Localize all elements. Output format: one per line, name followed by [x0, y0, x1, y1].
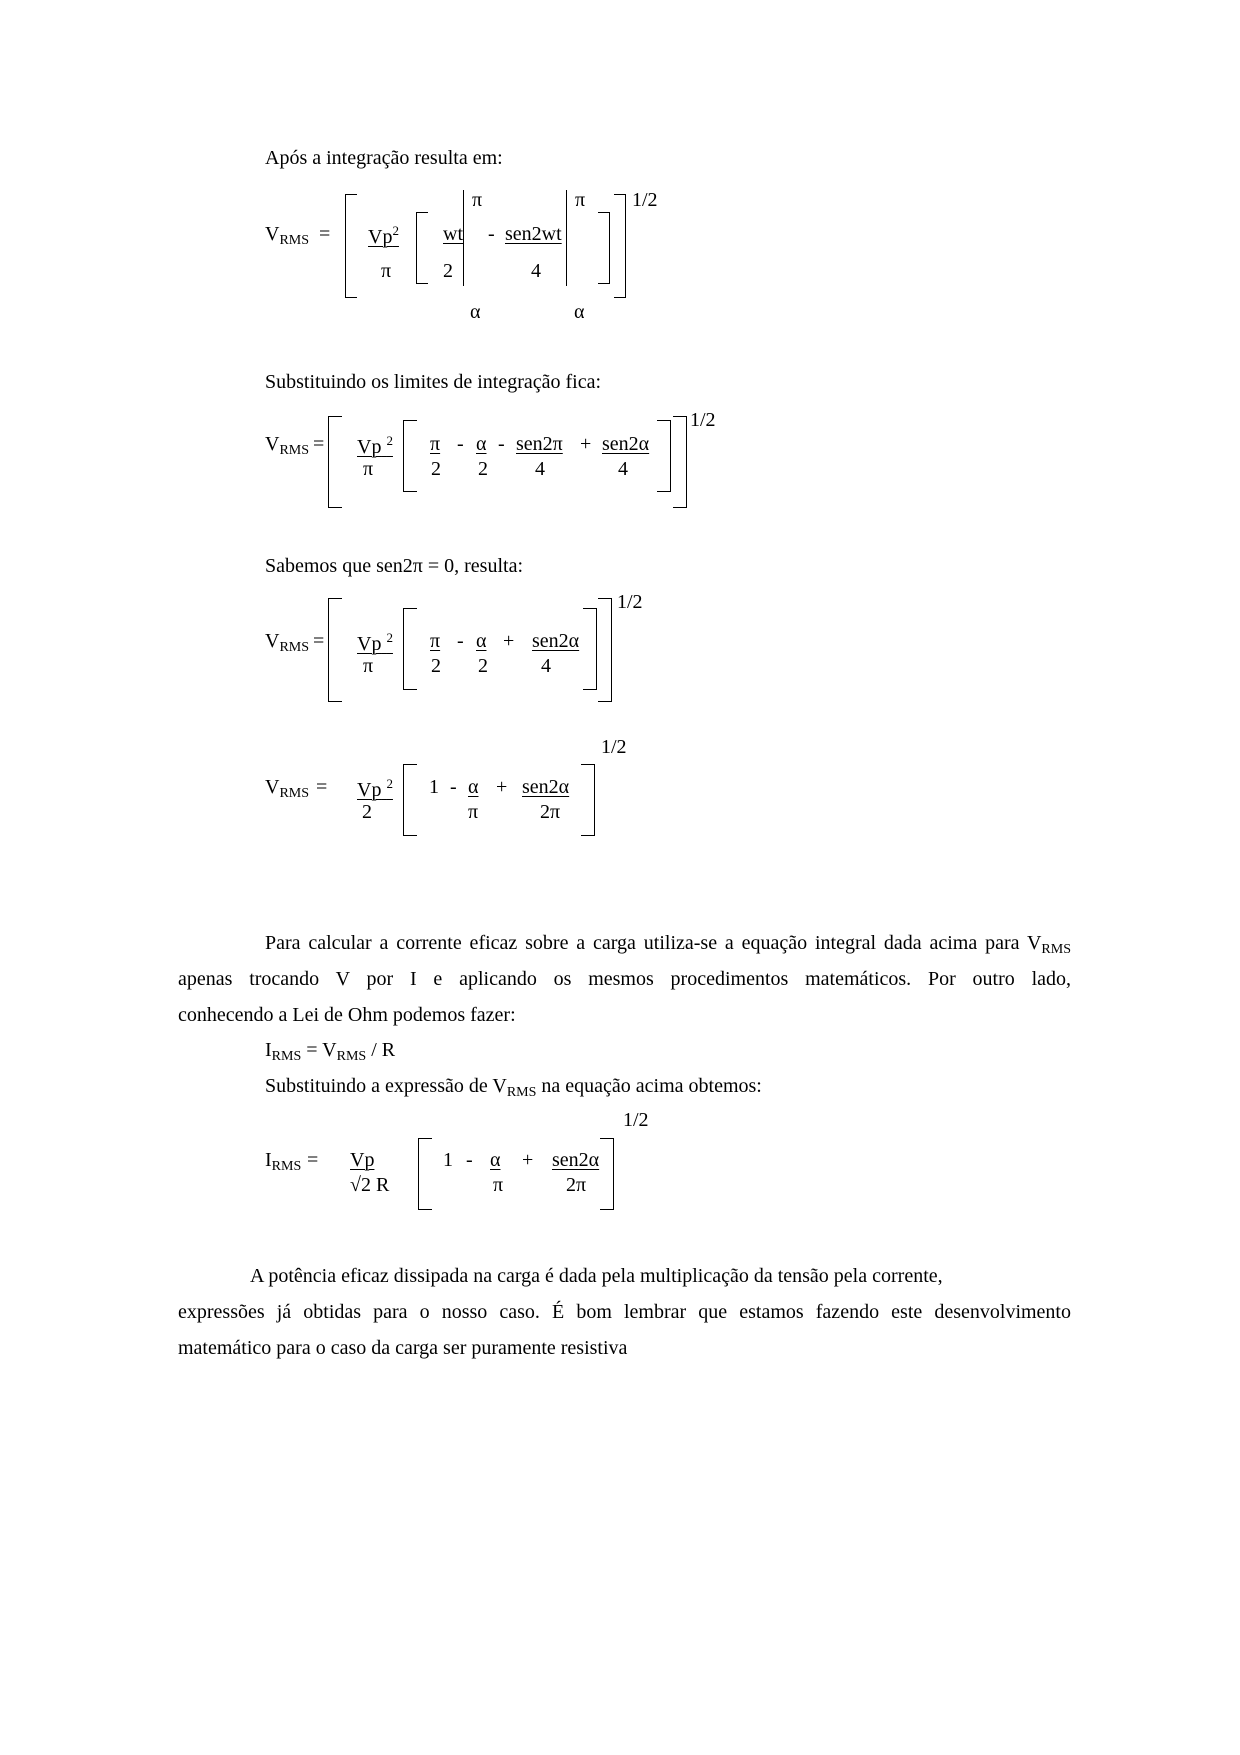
eq5-op2: +: [522, 1149, 534, 1171]
eq4-t2-num: sen2α: [522, 776, 570, 798]
eq5-den: √2 R: [350, 1174, 390, 1196]
eq5-irms-label: [265, 1150, 301, 1174]
ohm-law-equation: [265, 1040, 395, 1064]
eq2-inner-right-bracket: [657, 420, 671, 492]
vrms-v: V: [265, 433, 280, 455]
irms-sub: RMS: [271, 1159, 302, 1174]
eq2-vrms-label: [265, 434, 309, 458]
eq5-left-bracket: [418, 1138, 432, 1210]
vp: Vp: [357, 633, 382, 655]
eq3-intro: Sabemos que sen2π = 0, resulta:: [265, 555, 523, 577]
eq4-vp: [357, 777, 393, 800]
eq3-vp: [357, 631, 393, 654]
para1-line1-text: Para calcular a corrente eficaz sobre a carga utiliza-se a equação integral dada acima para V: [265, 932, 1042, 954]
eq1-sen2wt: sen2wt: [505, 223, 562, 245]
subst-pre: Substituindo a expressão de V: [265, 1075, 507, 1097]
para2-line3: matemático para o caso da carga ser puramente resistiva: [178, 1337, 628, 1359]
eq3-outer-left-bracket: [328, 598, 342, 702]
eq3-t2-den: 2: [478, 655, 488, 677]
eq1-outer-right-bracket: [614, 194, 626, 298]
eq5-t1-num: α: [490, 1149, 501, 1171]
eq1-outer-left-bracket: [345, 194, 357, 298]
subst-post: na equação acima obtemos:: [536, 1075, 762, 1097]
eq1-pi-den: π: [381, 260, 392, 282]
eq1-vp: [368, 224, 399, 247]
eq2-op2: -: [498, 433, 505, 455]
eq5-t2-den: 2π: [566, 1174, 587, 1196]
eq1-four: 4: [531, 260, 541, 282]
para1-line2: apenas trocando V por I e aplicando os mesmos procedimentos matemáticos. Por outro lado,: [178, 968, 1071, 990]
eq3-pi-den: π: [363, 655, 374, 677]
vrms-sub: RMS: [279, 640, 310, 655]
eq4-equals: =: [316, 776, 328, 798]
eq1-two: 2: [443, 260, 453, 282]
eq1-eval-bar-1: [463, 190, 464, 286]
eq5-one: 1: [443, 1149, 453, 1171]
eq3-op2: +: [503, 630, 515, 652]
square-exp: 2: [386, 630, 393, 645]
eq1-inner-left-bracket: [416, 212, 428, 284]
eq4-den: 2: [362, 801, 372, 823]
para1-line3: conhecendo a Lei de Ohm podemos fazer:: [178, 1004, 516, 1026]
eq4-op2: +: [496, 776, 508, 798]
substitution-sentence: [265, 1076, 762, 1100]
vrms-v: V: [265, 223, 280, 245]
vp: Vp: [357, 436, 382, 458]
eq3-exponent: 1/2: [617, 591, 643, 613]
eq1-wt: wt: [443, 223, 463, 245]
para2-line2: expressões já obtidas para o nosso caso. É bom lembrar que estamos fazendo este desenvolvimento: [178, 1301, 1071, 1323]
subst-sub: RMS: [506, 1085, 537, 1100]
para1-line1-sub: RMS: [1041, 942, 1071, 957]
eq2-exponent: 1/2: [690, 409, 716, 431]
eq5-exponent: 1/2: [623, 1109, 649, 1131]
eq1-equals: =: [319, 223, 331, 245]
eq4-vrms-label: [265, 777, 309, 801]
eq1-intro: Após a integração resulta em:: [265, 147, 503, 169]
eq5-right-bracket: [600, 1138, 614, 1210]
para2-line1: A potência eficaz dissipada na carga é dada pela multiplicação da tensão pela corrente,: [250, 1265, 943, 1287]
eq4-one: 1: [429, 776, 439, 798]
eq5-vp: Vp: [350, 1149, 375, 1171]
eq3-inner-right-bracket: [583, 608, 597, 690]
vrms-sub: RMS: [336, 1049, 367, 1064]
vp: Vp: [368, 226, 393, 248]
vrms-v: V: [265, 630, 280, 652]
eq2-t4-num: sen2α: [602, 433, 650, 455]
eq1-exponent: 1/2: [632, 189, 658, 211]
eq4-left-bracket: [403, 764, 417, 836]
eq1-minus: -: [488, 223, 495, 245]
eq2-inner-left-bracket: [403, 420, 417, 492]
eq1-inner-right-bracket: [598, 212, 610, 284]
irms-i: I: [265, 1149, 272, 1171]
eq2-outer-right-bracket: [673, 416, 687, 508]
ohm-mid: = V: [301, 1039, 337, 1061]
eq2-op3: +: [580, 433, 592, 455]
eq3-equals: =: [313, 630, 325, 652]
eq2-t2-num: α: [476, 433, 487, 455]
eq2-t3-num: sen2π: [516, 433, 563, 455]
eq3-outer-right-bracket: [598, 598, 612, 702]
eq2-outer-left-bracket: [328, 416, 342, 508]
irms-sub: RMS: [271, 1049, 302, 1064]
eq3-vrms-label: [265, 631, 309, 655]
eq1-upper-limit-2: π: [575, 189, 586, 211]
eq4-t2-den: 2π: [540, 801, 561, 823]
eq2-vp: [357, 434, 393, 457]
eq4-exponent: 1/2: [601, 736, 627, 758]
eq1-lower-limit-2: α: [574, 301, 585, 323]
eq3-inner-left-bracket: [403, 608, 417, 690]
eq4-right-bracket: [581, 764, 595, 836]
vrms-v: V: [265, 776, 280, 798]
eq2-t4-den: 4: [618, 458, 628, 480]
eq2-t1-den: 2: [431, 458, 441, 480]
eq3-t3-num: sen2α: [532, 630, 580, 652]
eq3-t3-den: 4: [541, 655, 551, 677]
eq2-pi-den: π: [363, 458, 374, 480]
eq2-equals: =: [313, 433, 325, 455]
eq3-t1-den: 2: [431, 655, 441, 677]
eq3-op1: -: [457, 630, 464, 652]
square-exp: 2: [386, 776, 393, 791]
eq2-t3-den: 4: [535, 458, 545, 480]
eq5-equals: =: [307, 1149, 319, 1171]
square-exp: 2: [386, 433, 393, 448]
eq2-t2-den: 2: [478, 458, 488, 480]
square-exp: 2: [392, 223, 399, 238]
eq4-t1-den: π: [468, 801, 479, 823]
vrms-sub: RMS: [279, 233, 310, 248]
vrms-sub: RMS: [279, 443, 310, 458]
ohm-end: / R: [366, 1039, 396, 1061]
eq2-op1: -: [457, 433, 464, 455]
eq5-t1-den: π: [493, 1174, 504, 1196]
irms-i: I: [265, 1039, 272, 1061]
eq1-vrms-label: [265, 224, 309, 248]
vp: Vp: [357, 779, 382, 801]
eq1-eval-bar-2: [566, 190, 567, 286]
eq3-t2-num: α: [476, 630, 487, 652]
eq4-t1-num: α: [468, 776, 479, 798]
eq5-op1: -: [466, 1149, 473, 1171]
eq3-t1-num: π: [430, 630, 441, 652]
eq5-t2-num: sen2α: [552, 1149, 600, 1171]
eq2-t1-num: π: [430, 433, 441, 455]
eq1-upper-limit-1: π: [472, 189, 483, 211]
eq4-op1: -: [450, 776, 457, 798]
eq2-intro: Substituindo os limites de integração fica:: [265, 371, 602, 393]
eq1-lower-limit-1: α: [470, 301, 481, 323]
vrms-sub: RMS: [279, 786, 310, 801]
